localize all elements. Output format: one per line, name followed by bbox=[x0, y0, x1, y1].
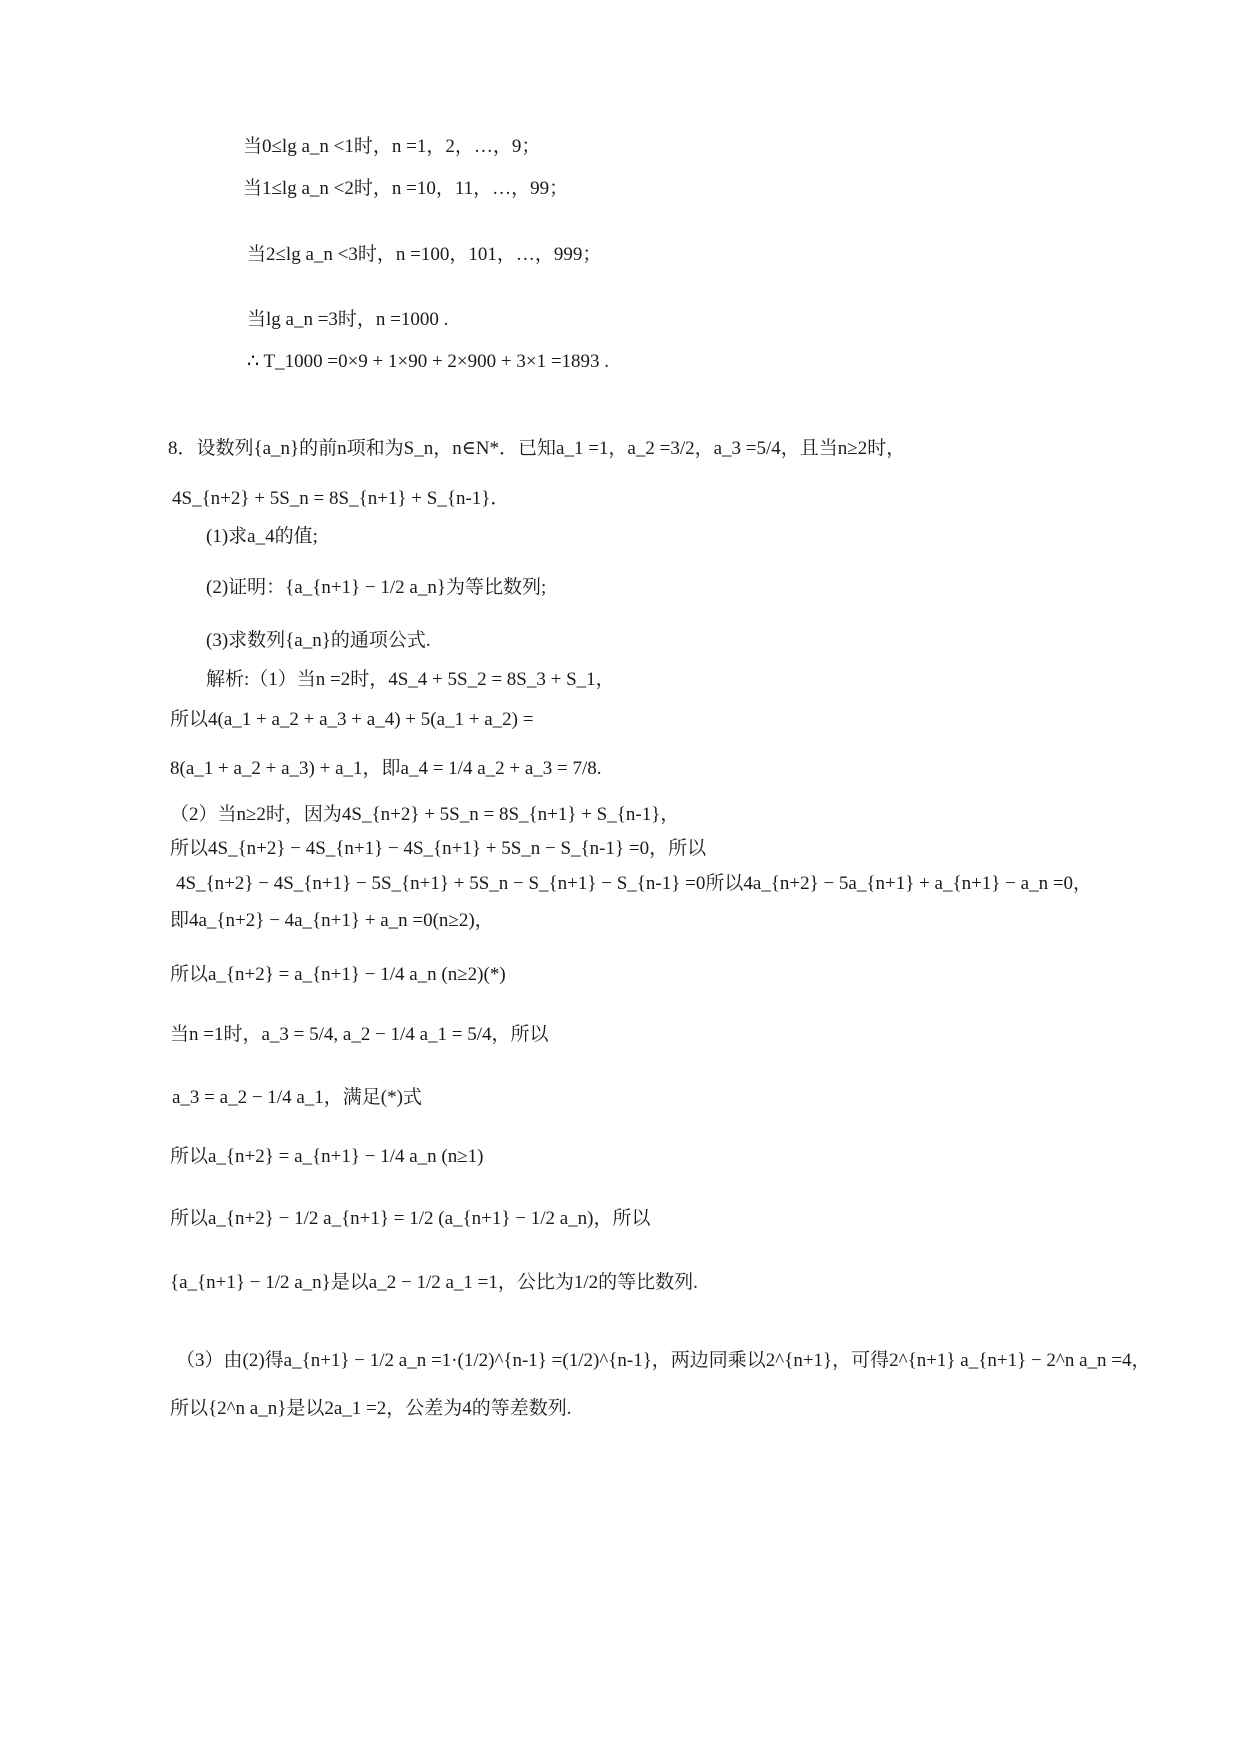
text-line: 8(a_1 + a_2 + a_3) + a_1，即a_4 = 1/4 a_2 + a_3 = 7/8. bbox=[170, 758, 602, 779]
text-line: ∴ T_1000 =0×9 + 1×90 + 2×900 + 3×1 =1893 . bbox=[247, 351, 610, 372]
text-line: 当0≤lg a_n <1时，n =1，2，…，9； bbox=[243, 136, 541, 157]
text-line: 当2≤lg a_n <3时，n =100，101，…，999； bbox=[247, 244, 602, 265]
text-line: 4S_{n+2} − 4S_{n+1} − 5S_{n+1} + 5S_n − S_{n+1} − S_{n-1} =0所以4a_{n+2} − 5a_{n+1} + a_{n+1} − a_n =0， bbox=[176, 873, 1093, 894]
text-line: a_3 = a_2 − 1/4 a_1，满足(*)式 bbox=[172, 1087, 422, 1108]
problem-statement: 8．设数列{a_n}的前n项和为S_n，n∈N*．已知a_1 =1，a_2 =3/2，a_3 =5/4，且当n≥2时， bbox=[168, 438, 906, 459]
text-line: 所以a_{n+2} = a_{n+1} − 1/4 a_n (n≥2)(*) bbox=[170, 964, 506, 985]
text-line: (3)求数列{a_n}的通项公式. bbox=[206, 630, 431, 651]
text-line: (1)求a_4的值; bbox=[206, 526, 318, 547]
text-line: 所以a_{n+2} = a_{n+1} − 1/4 a_n (n≥1) bbox=[170, 1146, 484, 1167]
text-line: {a_{n+1} − 1/2 a_n}是以a_2 − 1/2 a_1 =1，公比为1/2的等比数列. bbox=[170, 1272, 698, 1293]
solution-heading: 解析:（1）当n =2时，4S_4 + 5S_2 = 8S_3 + S_1， bbox=[206, 669, 615, 690]
text-line: 即4a_{n+2} − 4a_{n+1} + a_n =0(n≥2)， bbox=[170, 910, 494, 931]
text-line: 所以4S_{n+2} − 4S_{n+1} − 4S_{n+1} + 5S_n − S_{n-1} =0，所以 bbox=[170, 838, 707, 859]
text-line: 所以{2^n a_n}是以2a_1 =2，公差为4的等差数列. bbox=[170, 1398, 572, 1419]
text-line: （3）由(2)得a_{n+1} − 1/2 a_n =1·(1/2)^{n-1} =(1/2)^{n-1}，两边同乘以2^{n+1}，可得2^{n+1} a_{n+1} − 2^n a_n =4， bbox=[176, 1350, 1151, 1371]
text-line: （2）当n≥2时，因为4S_{n+2} + 5S_n = 8S_{n+1} + S_{n-1}， bbox=[170, 804, 680, 825]
text-line: 当lg a_n =3时，n =1000 . bbox=[247, 309, 449, 330]
text-line: 当n =1时，a_3 = 5/4, a_2 − 1/4 a_1 = 5/4，所以 bbox=[170, 1024, 549, 1045]
text-line: 所以4(a_1 + a_2 + a_3 + a_4) + 5(a_1 + a_2) = bbox=[170, 709, 534, 730]
text-line: 所以a_{n+2} − 1/2 a_{n+1} = 1/2 (a_{n+1} − 1/2 a_n)，所以 bbox=[170, 1208, 651, 1229]
text-line: 4S_{n+2} + 5S_n = 8S_{n+1} + S_{n-1}． bbox=[172, 488, 510, 509]
text-line: 当1≤lg a_n <2时，n =10，11，…，99； bbox=[243, 178, 569, 199]
text-line: (2)证明：{a_{n+1} − 1/2 a_n}为等比数列; bbox=[206, 577, 547, 598]
